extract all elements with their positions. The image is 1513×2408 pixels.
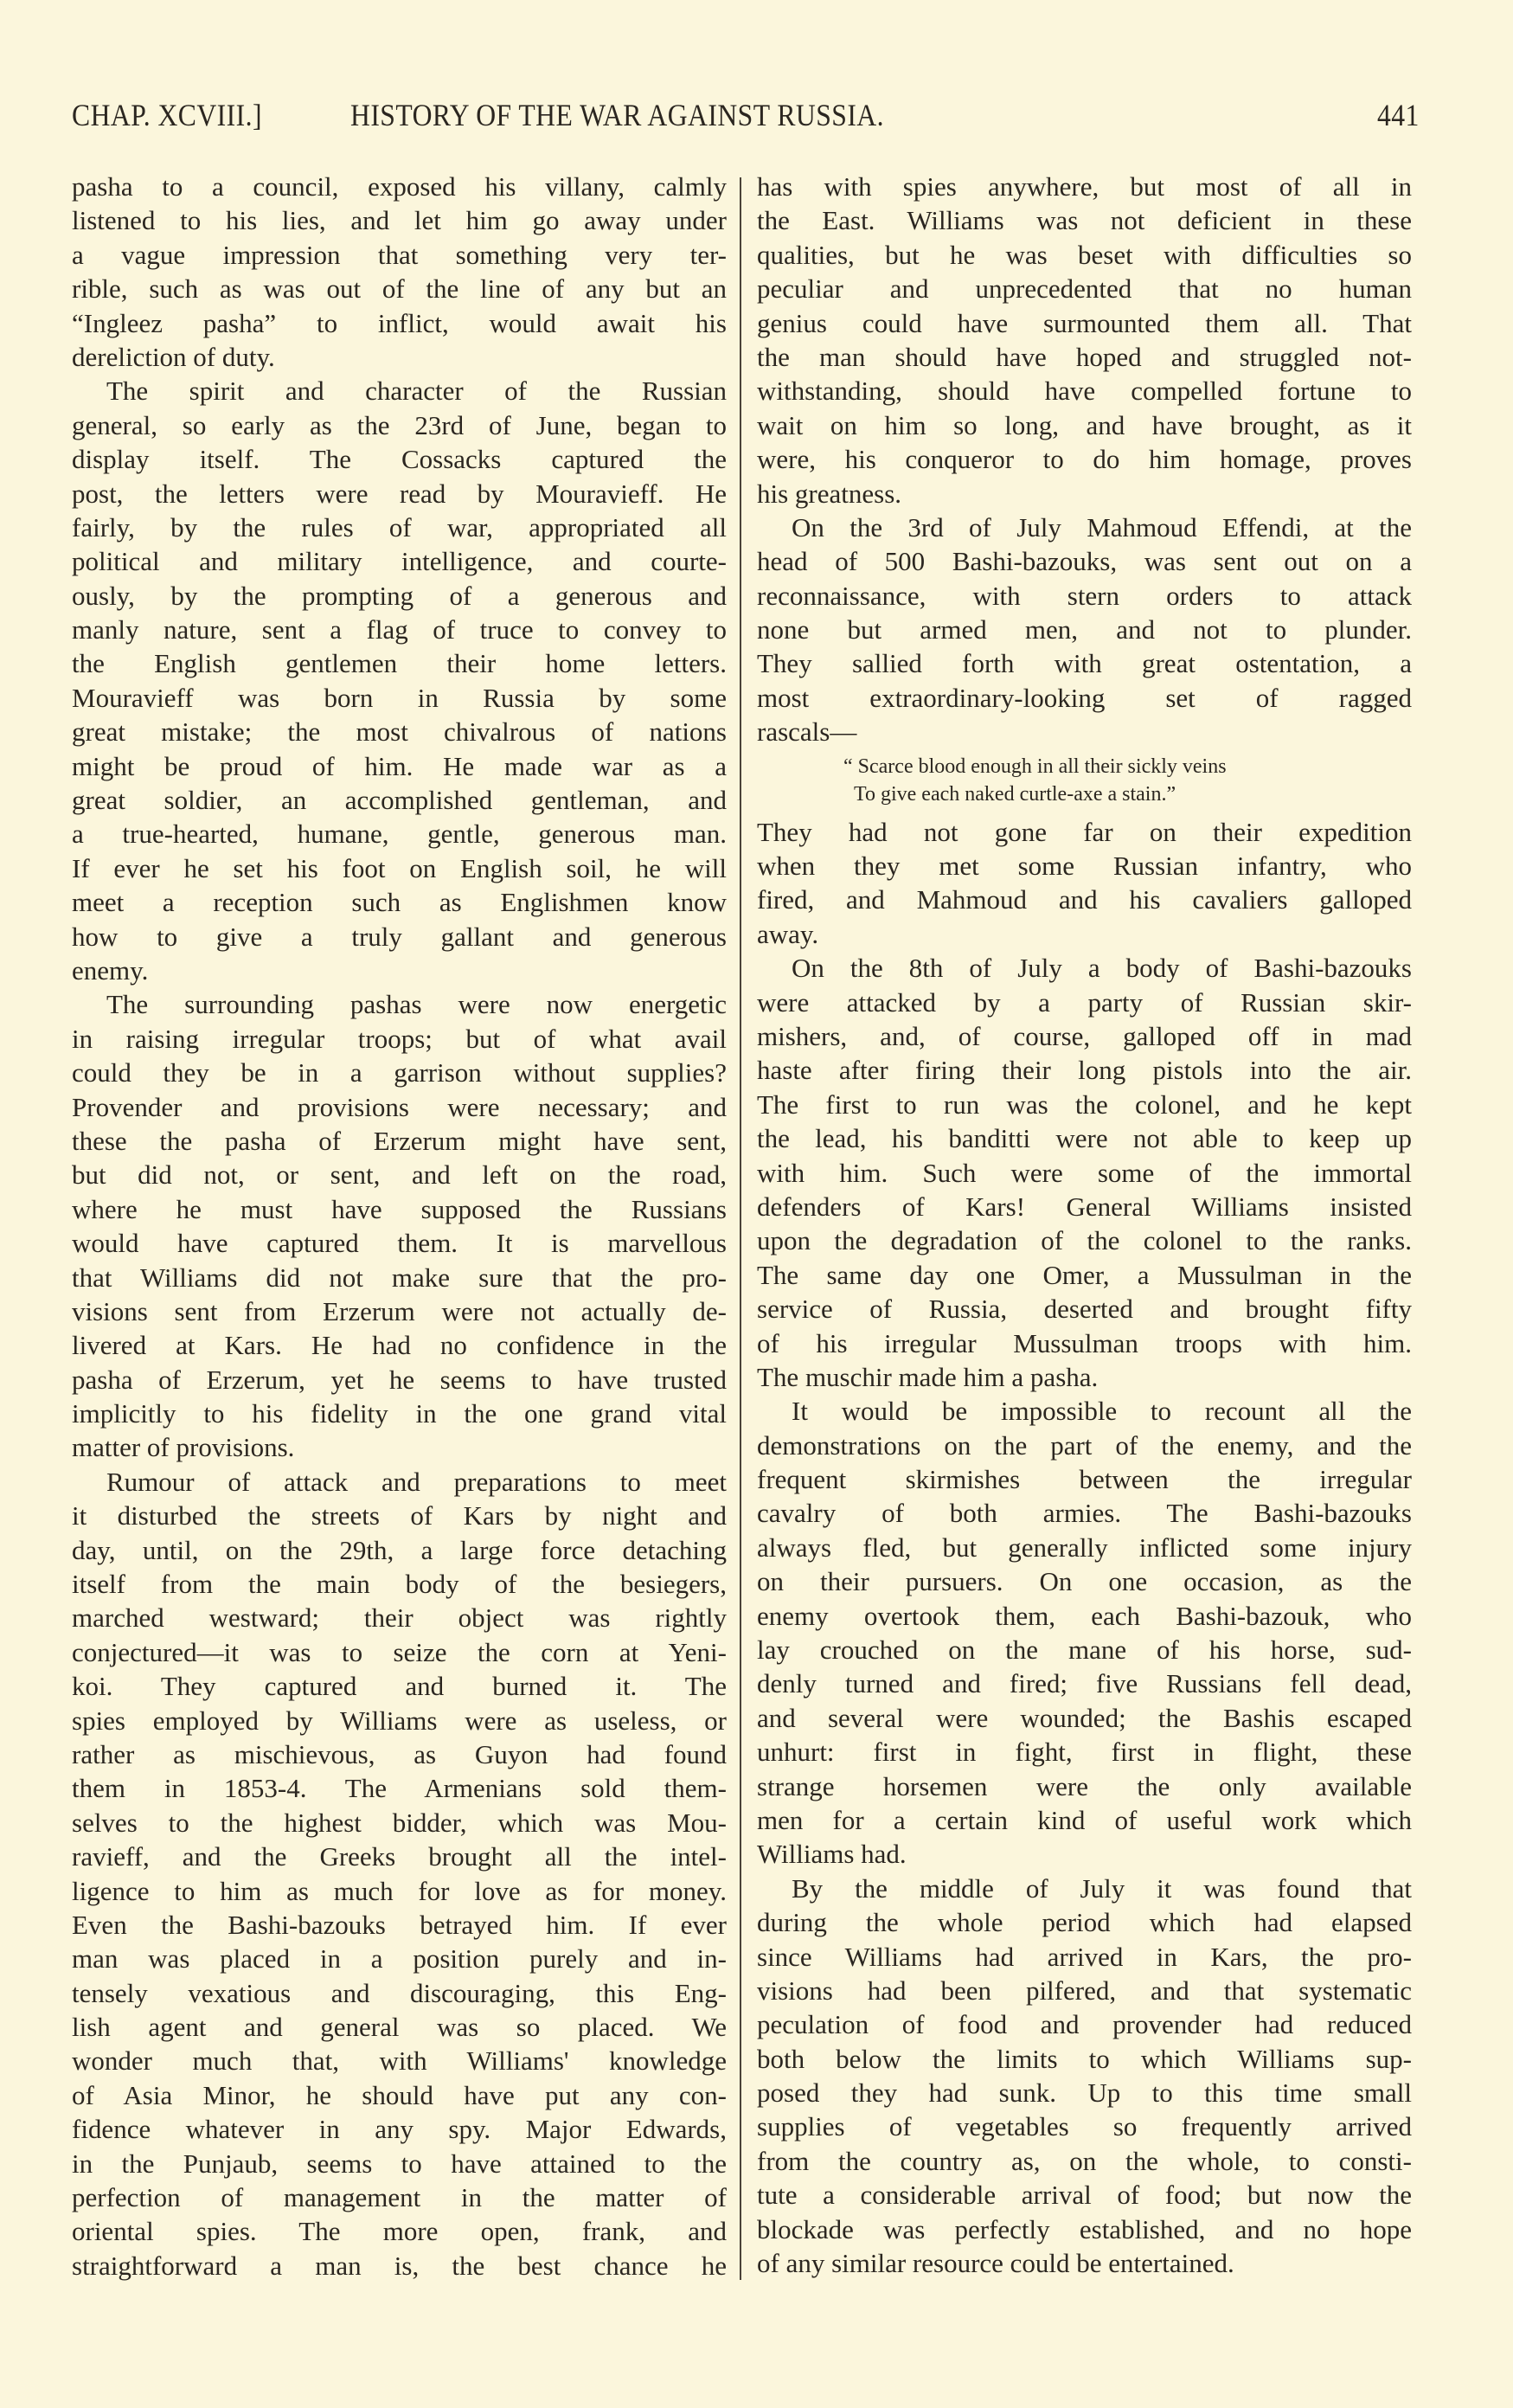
text-line: but did not, or sent, and left on the road, bbox=[72, 1159, 727, 1191]
text-line: They sallied forth with great ostentation, a bbox=[757, 648, 1412, 679]
text-line: that Williams did not make sure that the pro- bbox=[72, 1262, 727, 1293]
text-line: unhurt: first in fight, first in flight, these bbox=[757, 1737, 1412, 1768]
text-line: these the pasha of Erzerum might have sent, bbox=[72, 1125, 727, 1156]
text-line: qualities, but he was beset with difficulties so bbox=[757, 239, 1412, 270]
text-line: the English gentlemen their home letters. bbox=[72, 648, 727, 679]
text-line: If ever he set his foot on English soil, he will bbox=[72, 852, 727, 883]
verse-quote-line: To give each naked curtle-axe a stain.” bbox=[854, 782, 1176, 806]
text-line: fired, and Mahmoud and his cavaliers galloped bbox=[757, 884, 1412, 915]
text-line: The same day one Omer, a Mussulman in the bbox=[757, 1259, 1412, 1290]
text-line: ravieff, and the Greeks brought all the intel- bbox=[72, 1841, 727, 1872]
text-line: lish agent and general was so placed. We bbox=[72, 2012, 727, 2043]
text-line: great mistake; the most chivalrous of nations bbox=[72, 716, 727, 748]
paragraph bbox=[72, 987, 727, 1464]
text-line: might be proud of him. He made war as a bbox=[72, 750, 727, 781]
text-line: The spirit and character of the Russian bbox=[106, 376, 727, 407]
text-line: Williams had. bbox=[757, 1839, 907, 1870]
paragraph bbox=[72, 170, 727, 374]
text-line: koi. They captured and burned it. The bbox=[72, 1671, 727, 1702]
text-line: Provender and provisions were necessary; and bbox=[72, 1091, 727, 1122]
text-line: straightforward a man is, the best chance he bbox=[72, 2250, 727, 2281]
text-line: Rumour of attack and preparations to meet bbox=[106, 1466, 727, 1497]
text-line: implicitly to his fidelity in the one grand vital bbox=[72, 1398, 727, 1429]
text-line: upon the degradation of the colonel to the ranks. bbox=[757, 1225, 1412, 1256]
text-line: blockade was perfectly established, and no hope bbox=[757, 2213, 1412, 2244]
text-line: general, so early as the 23rd of June, began to bbox=[72, 409, 727, 440]
text-line: pasha of Erzerum, yet he seems to have trusted bbox=[72, 1364, 727, 1395]
text-line: meet a reception such as Englishmen know bbox=[72, 887, 727, 918]
text-line: “Ingleez pasha” to inflict, would await his bbox=[72, 307, 727, 338]
text-line: visions sent from Erzerum were not actually de- bbox=[72, 1295, 727, 1326]
column-divider bbox=[740, 177, 741, 2280]
text-line: oriental spies. The more open, frank, and bbox=[72, 2216, 727, 2247]
text-line: visions had been pilfered, and that systematic bbox=[757, 1975, 1412, 2006]
text-line: always fled, but generally inflicted some injury bbox=[757, 1531, 1412, 1563]
text-line: of any similar resource could be entertained. bbox=[757, 2248, 1234, 2279]
text-line: the man should have hoped and struggled not- bbox=[757, 341, 1412, 372]
text-line: it disturbed the streets of Kars by night and bbox=[72, 1500, 727, 1531]
chapter-label: CHAP. XCVIII.] bbox=[72, 98, 262, 132]
text-line: enemy. bbox=[72, 954, 149, 986]
text-line: tute a considerable arrival of food; but now the bbox=[757, 2180, 1412, 2211]
text-line: genius could have surmounted them all. That bbox=[757, 307, 1412, 338]
text-line: in raising irregular troops; but of what avail bbox=[72, 1023, 727, 1054]
text-line: great soldier, an accomplished gentleman, and bbox=[72, 785, 727, 816]
paragraph bbox=[757, 170, 1412, 510]
text-line: them in 1853-4. The Armenians sold them- bbox=[72, 1773, 727, 1804]
text-line: how to give a truly gallant and generous bbox=[72, 921, 727, 952]
text-line: on their pursuers. On one occasion, as the bbox=[757, 1566, 1412, 1597]
text-line: man was placed in a position purely and in- bbox=[72, 1943, 727, 1975]
text-line: reconnaissance, with stern orders to attack bbox=[757, 580, 1412, 611]
text-line: ously, by the prompting of a generous and bbox=[72, 580, 727, 611]
text-line: mishers, and, of course, galloped off in mad bbox=[757, 1020, 1412, 1051]
text-line: political and military intelligence, and courte- bbox=[72, 546, 727, 577]
text-line: tensely vexatious and discouraging, this Eng- bbox=[72, 1977, 727, 2008]
text-line: head of 500 Bashi-bazouks, was sent out on a bbox=[757, 546, 1412, 577]
text-line: men for a certain kind of useful work which bbox=[757, 1804, 1412, 1835]
text-line: could they be in a garrison without supplies? bbox=[72, 1057, 727, 1088]
text-line: haste after firing their long pistols into the air. bbox=[757, 1055, 1412, 1086]
paragraph bbox=[757, 1872, 1412, 2281]
text-line: a true-hearted, humane, gentle, generous man. bbox=[72, 819, 727, 850]
text-line: The surrounding pashas were now energetic bbox=[106, 989, 727, 1020]
text-line: away. bbox=[757, 918, 819, 949]
text-line: supplies of vegetables so frequently arrived bbox=[757, 2111, 1412, 2142]
text-line: were attacked by a party of Russian skir- bbox=[757, 986, 1412, 1018]
text-line: ligence to him as much for love as for money. bbox=[72, 1875, 727, 1906]
text-line: itself from the main body of the besiegers, bbox=[72, 1569, 727, 1600]
text-line: fairly, by the rules of war, appropriated all bbox=[72, 511, 727, 543]
text-line: most extraordinary-looking set of ragged bbox=[757, 682, 1412, 713]
text-line: marched westward; their object was rightly bbox=[72, 1602, 727, 1634]
text-line: The muschir made him a pasha. bbox=[757, 1361, 1099, 1392]
text-line: the East. Williams was not deficient in these bbox=[757, 205, 1412, 236]
text-line: since Williams had arrived in Kars, the pro- bbox=[757, 1941, 1412, 1972]
text-line: pasha to a council, exposed his villany, calmly bbox=[72, 171, 727, 202]
verse-quote-line: “ Scarce blood enough in all their sickly veins bbox=[843, 755, 1227, 778]
running-title: HISTORY OF THE WAR AGAINST RUSSIA. bbox=[350, 98, 884, 132]
text-line: display itself. The Cossacks captured the bbox=[72, 444, 727, 475]
text-line: Even the Bashi-bazouks betrayed him. If ever bbox=[72, 1909, 727, 1940]
text-line: defenders of Kars! General Williams insisted bbox=[757, 1191, 1412, 1222]
text-line: has with spies anywhere, but most of all in bbox=[757, 171, 1412, 202]
text-line: post, the letters were read by Mouravieff. He bbox=[72, 478, 727, 509]
text-line: livered at Kars. He had no confidence in the bbox=[72, 1330, 727, 1361]
text-line: would have captured them. It is marvellous bbox=[72, 1228, 727, 1259]
text-line: withstanding, should have compelled fortune to bbox=[757, 376, 1412, 407]
text-line: Mouravieff was born in Russia by some bbox=[72, 682, 727, 713]
text-line: both below the limits to which Williams sup- bbox=[757, 2043, 1412, 2074]
text-line: On the 3rd of July Mahmoud Effendi, at the bbox=[792, 511, 1412, 543]
text-line: perfection of management in the matter of bbox=[72, 2182, 727, 2213]
text-line: fidence whatever in any spy. Major Edwards, bbox=[72, 2114, 727, 2145]
text-line: a vague impression that something very ter- bbox=[72, 239, 727, 270]
text-line: of his irregular Mussulman troops with him. bbox=[757, 1327, 1412, 1358]
text-line: conjectured—it was to seize the corn at Yeni- bbox=[72, 1636, 727, 1667]
paragraph bbox=[757, 1394, 1412, 1871]
text-line: rascals— bbox=[757, 716, 857, 748]
text-line: day, until, on the 29th, a large force detaching bbox=[72, 1534, 727, 1565]
text-line: selves to the highest bidder, which was Mou- bbox=[72, 1807, 727, 1838]
text-line: peculiar and unprecedented that no human bbox=[757, 273, 1412, 305]
text-line: listened to his lies, and let him go away under bbox=[72, 205, 727, 236]
right-column bbox=[757, 170, 1412, 2280]
text-line: demonstrations on the part of the enemy, and the bbox=[757, 1429, 1412, 1461]
text-line: with him. Such were some of the immortal bbox=[757, 1157, 1412, 1188]
text-line: On the 8th of July a body of Bashi-bazouks bbox=[792, 953, 1412, 984]
text-line: in the Punjaub, seems to have attained to the bbox=[72, 2148, 727, 2179]
paragraph bbox=[72, 374, 727, 987]
text-line: frequent skirmishes between the irregular bbox=[757, 1464, 1412, 1495]
page-number: 441 bbox=[1377, 98, 1420, 132]
text-line: The first to run was the colonel, and he kept bbox=[757, 1088, 1412, 1120]
text-line: matter of provisions. bbox=[72, 1432, 295, 1463]
text-line: service of Russia, deserted and brought fifty bbox=[757, 1294, 1412, 1325]
text-line: It would be impossible to recount all the bbox=[792, 1396, 1412, 1427]
paragraph bbox=[72, 1465, 727, 2283]
text-line: lay crouched on the mane of his horse, sud- bbox=[757, 1634, 1412, 1666]
text-line: where he must have supposed the Russians bbox=[72, 1193, 727, 1224]
text-line: wonder much that, with Williams' knowledge bbox=[72, 2045, 727, 2077]
paragraph bbox=[757, 510, 1412, 808]
text-line: denly turned and fired; five Russians fell dead, bbox=[757, 1668, 1412, 1699]
text-line: peculation of food and provender had reduced bbox=[757, 2009, 1412, 2040]
text-line: when they met some Russian infantry, who bbox=[757, 851, 1412, 882]
left-column bbox=[72, 170, 727, 2283]
text-line: rible, such as was out of the line of any but an bbox=[72, 273, 727, 305]
text-line: and several were wounded; the Bashis escaped bbox=[757, 1702, 1412, 1733]
text-line: cavalry of both armies. The Bashi-bazouks bbox=[757, 1498, 1412, 1529]
text-line: manly nature, sent a flag of truce to convey to bbox=[72, 614, 727, 645]
text-line: his greatness. bbox=[757, 478, 902, 509]
text-line: They had not gone far on their expedition bbox=[757, 816, 1412, 847]
text-line: from the country as, on the whole, to consti- bbox=[757, 2145, 1412, 2176]
text-line: posed they had sunk. Up to this time small bbox=[757, 2077, 1412, 2109]
text-line: were, his conqueror to do him homage, proves bbox=[757, 444, 1412, 475]
paragraph bbox=[757, 815, 1412, 952]
text-line: wait on him so long, and have brought, as it bbox=[757, 409, 1412, 440]
text-line: spies employed by Williams were as useless, or bbox=[72, 1705, 727, 1736]
text-line: dereliction of duty. bbox=[72, 341, 275, 372]
text-line: during the whole period which had elapsed bbox=[757, 1907, 1412, 1938]
text-line: the lead, his banditti were not able to keep up bbox=[757, 1123, 1412, 1154]
text-line: rather as mischievous, as Guyon had found bbox=[72, 1738, 727, 1769]
text-line: of Asia Minor, he should have put any con- bbox=[72, 2079, 727, 2110]
text-line: strange horsemen were the only available bbox=[757, 1770, 1412, 1801]
text-line: enemy overtook them, each Bashi-bazouk, who bbox=[757, 1600, 1412, 1631]
text-line: none but armed men, and not to plunder. bbox=[757, 614, 1412, 645]
text-line: By the middle of July it was found that bbox=[792, 1872, 1412, 1904]
paragraph bbox=[757, 951, 1412, 1394]
